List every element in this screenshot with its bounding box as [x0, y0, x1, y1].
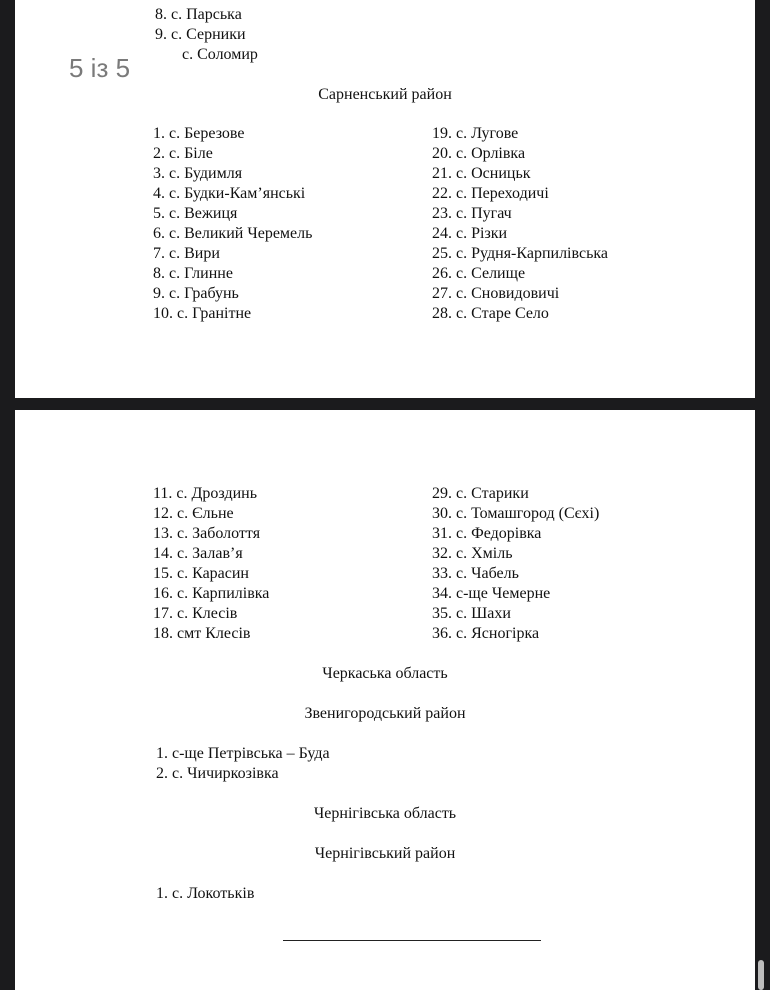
- list-item: 26. с. Селище: [432, 265, 526, 282]
- list-item: 2. с. Чичиркозівка: [156, 765, 279, 782]
- district-title-sarny: Сарненський район: [318, 86, 452, 103]
- list-item: 22. с. Переходичі: [432, 185, 549, 202]
- list-item: 28. с. Старе Село: [432, 305, 549, 322]
- list-item: 3. с. Будимля: [153, 165, 243, 182]
- list-item: 24. с. Різки: [432, 225, 508, 242]
- list-item: 7. с. Вири: [153, 245, 220, 262]
- list-item: 31. с. Федорівка: [432, 525, 542, 542]
- list-item: 9. с. Грабунь: [153, 285, 239, 302]
- list-item: 1. с-ще Петрівська – Буда: [156, 745, 330, 762]
- region-title-cherkasy: Черкаська область: [322, 665, 448, 682]
- list-item: 34. с-ще Чемерне: [432, 585, 551, 602]
- list-item: 17. с. Клесів: [153, 605, 238, 622]
- list-item: 23. с. Пугач: [432, 205, 512, 222]
- list-item: 25. с. Рудня-Карпилівська: [432, 245, 608, 262]
- list-item: 13. с. Заболоття: [153, 525, 261, 542]
- list-item: 14. с. Залав’я: [153, 545, 243, 562]
- list-item: 1. с. Березове: [153, 125, 245, 142]
- list-item: 12. с. Єльне: [153, 505, 234, 522]
- list-item: 33. с. Чабель: [432, 565, 519, 582]
- list-item: 10. с. Гранітне: [153, 305, 252, 322]
- list-item: 15. с. Карасин: [153, 565, 249, 582]
- document-page-2: [15, 410, 755, 990]
- list-item: 30. с. Томашгород (Сєхі): [432, 505, 600, 522]
- district-title-chernihiv: Чернігівський район: [314, 845, 456, 862]
- list-item: 1. с. Локотьків: [156, 885, 255, 902]
- list-item: 2. с. Біле: [153, 145, 213, 162]
- region-title-chernihiv: Чернігівська область: [313, 805, 457, 822]
- list-item: 32. с. Хміль: [432, 545, 513, 562]
- list-item: 20. с. Орлівка: [432, 145, 526, 162]
- end-divider: [283, 940, 541, 941]
- list-item: 27. с. Сновидовичі: [432, 285, 560, 302]
- list-item: 8. с. Парська: [155, 6, 242, 23]
- list-item: 35. с. Шахи: [432, 605, 511, 622]
- list-item: 18. смт Клесів: [153, 625, 251, 642]
- list-item: 8. с. Глинне: [153, 265, 233, 282]
- list-item: 11. с. Дроздинь: [153, 485, 258, 502]
- list-item: 9. с. Серники: [155, 26, 246, 43]
- list-item: 19. с. Лугове: [432, 125, 519, 142]
- list-item: 36. с. Ясногірка: [432, 625, 540, 642]
- list-item: с. Соломир: [182, 46, 258, 63]
- scrollbar-thumb[interactable]: [758, 960, 764, 990]
- list-item: 29. с. Старики: [432, 485, 529, 502]
- list-item: 4. с. Будки-Кам’янські: [153, 185, 306, 202]
- list-item: 16. с. Карпилівка: [153, 585, 270, 602]
- list-item: 5. с. Вежиця: [153, 205, 238, 222]
- page-indicator: 5 із 5: [57, 46, 167, 90]
- district-title-zvenyhorod: Звенигородський район: [304, 705, 466, 722]
- list-item: 21. с. Осницьк: [432, 165, 531, 182]
- list-item: 6. с. Великий Черемель: [153, 225, 313, 242]
